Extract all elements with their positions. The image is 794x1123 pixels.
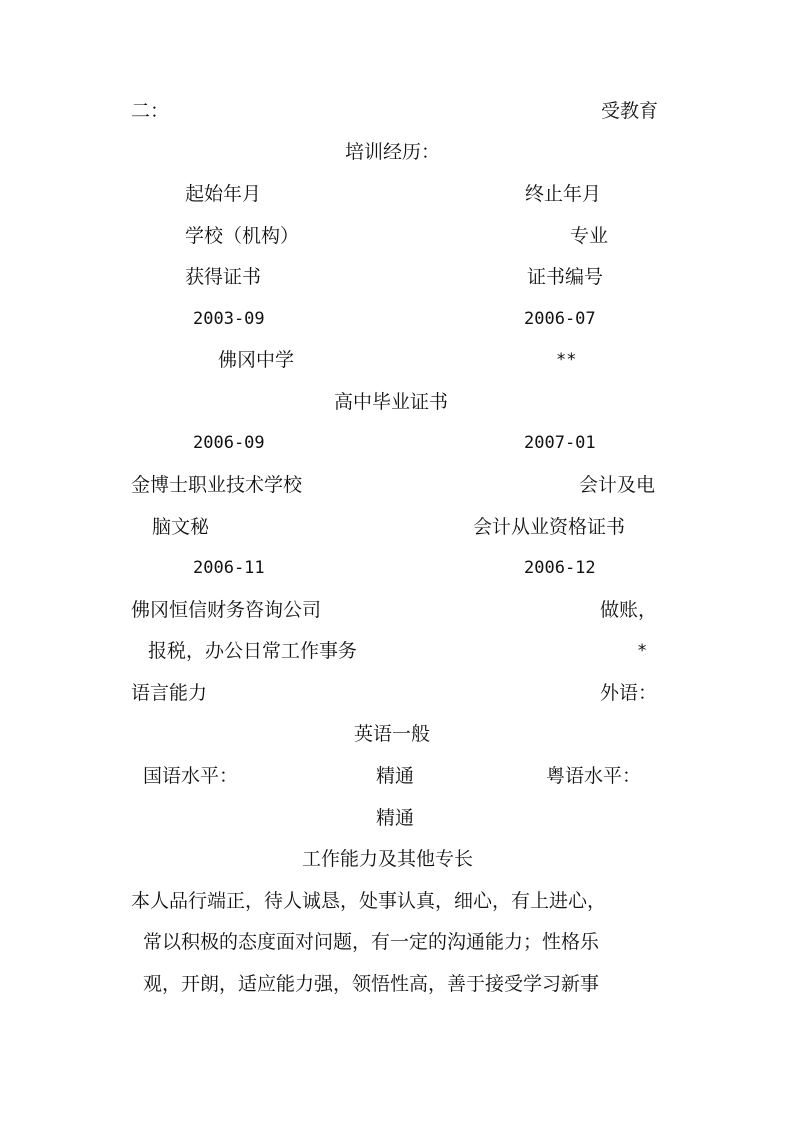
edu2-school: 金博士职业技术学校 bbox=[131, 474, 303, 496]
header-start: 起始年月 bbox=[185, 183, 262, 205]
edu2-end: 2007-01 bbox=[524, 433, 596, 453]
edu1-major: ** bbox=[556, 350, 577, 370]
cantonese-value: 精通 bbox=[376, 807, 415, 829]
edu2-major-part2: 脑文秘 bbox=[152, 516, 210, 538]
section-number: 二： bbox=[131, 100, 170, 122]
header-major: 专业 bbox=[570, 225, 609, 247]
edu3-major-part2: 报税，办公日常工作事务 bbox=[148, 640, 358, 662]
edu1-start: 2003-09 bbox=[193, 309, 265, 329]
edu3-certificate: * bbox=[637, 641, 648, 661]
language-title: 语言能力 bbox=[131, 682, 208, 704]
section-title-part2: 培训经历： bbox=[345, 141, 441, 163]
skills-title: 工作能力及其他专长 bbox=[302, 848, 474, 870]
mandarin-label: 国语水平： bbox=[143, 765, 239, 787]
skills-line-3: 观，开朗，适应能力强，领悟性高，善于接受学习新事 bbox=[143, 973, 600, 995]
edu3-major-part1: 做账， bbox=[600, 599, 658, 621]
edu3-school: 佛冈恒信财务咨询公司 bbox=[131, 599, 322, 621]
edu1-school: 佛冈中学 bbox=[218, 349, 295, 371]
header-end: 终止年月 bbox=[525, 183, 602, 205]
edu3-start: 2006-11 bbox=[193, 558, 265, 578]
mandarin-value: 精通 bbox=[376, 765, 415, 787]
skills-line-2: 常以积极的态度面对问题，有一定的沟通能力；性格乐 bbox=[143, 931, 600, 953]
edu3-end: 2006-12 bbox=[524, 558, 596, 578]
edu2-certificate: 会计从业资格证书 bbox=[473, 516, 626, 538]
edu1-end: 2006-07 bbox=[524, 309, 596, 329]
foreign-language-value: 英语一般 bbox=[354, 723, 431, 745]
section-title-part1: 受教育 bbox=[601, 100, 659, 122]
edu2-major-part1: 会计及电 bbox=[579, 474, 656, 496]
foreign-language-label: 外语： bbox=[600, 682, 658, 704]
edu1-certificate: 高中毕业证书 bbox=[334, 391, 449, 413]
edu2-start: 2006-09 bbox=[193, 433, 265, 453]
cantonese-label: 粤语水平： bbox=[546, 765, 642, 787]
header-school: 学校（机构） bbox=[185, 225, 300, 247]
header-cert-no: 证书编号 bbox=[527, 266, 604, 288]
header-certificate: 获得证书 bbox=[185, 266, 262, 288]
skills-line-1: 本人品行端正，待人诚恳，处事认真，细心，有上进心， bbox=[131, 890, 607, 912]
